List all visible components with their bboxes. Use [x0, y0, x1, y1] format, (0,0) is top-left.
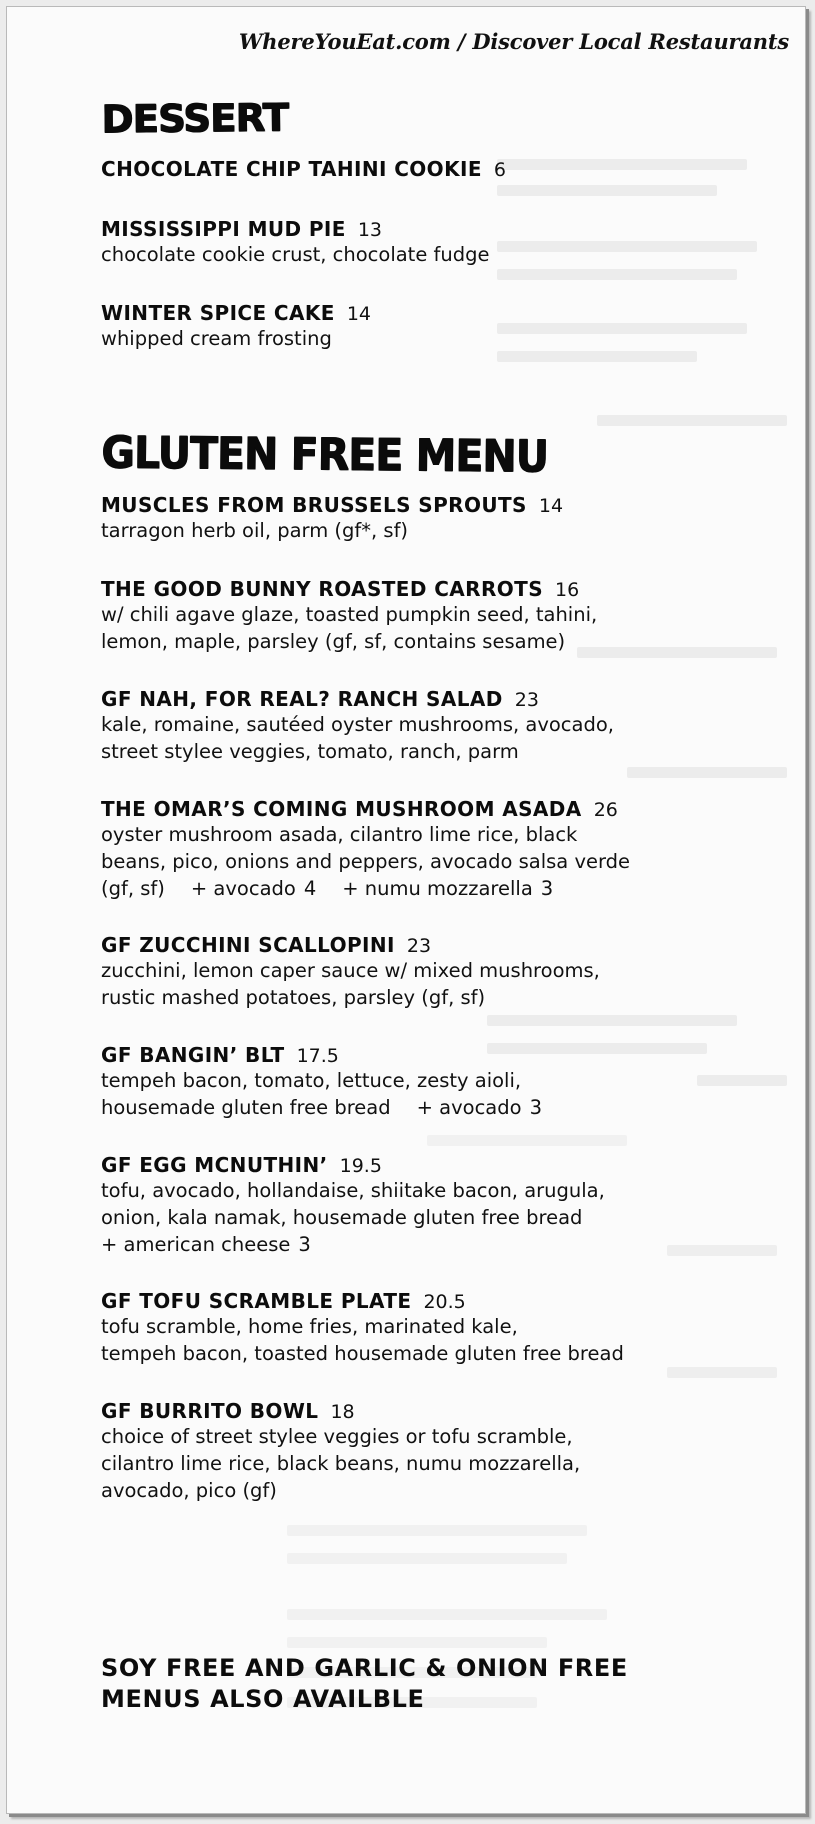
item-name: CHOCOLATE CHIP TAHINI COOKIE	[101, 157, 482, 181]
item-description: beans, pico, onions and peppers, avocado salsa verde	[101, 850, 631, 873]
item-name: GF ZUCCHINI SCALLOPINI	[101, 933, 395, 957]
item-description: choice of street stylee veggies or tofu scramble,	[101, 1425, 573, 1448]
addon-price: 3	[540, 877, 554, 900]
addon-price: 3	[298, 1233, 311, 1256]
item-price: 6	[493, 159, 506, 181]
item-description: oyster mushroom asada, cilantro lime rice, black	[101, 823, 578, 846]
addon-price: 3	[529, 1096, 542, 1119]
item-description: rustic mashed potatoes, parsley (gf, sf)	[101, 986, 486, 1009]
addon-label: + avocado	[416, 1096, 522, 1119]
item-price: 20.5	[423, 1291, 466, 1313]
item-description: avocado, pico (gf)	[101, 1479, 277, 1502]
item-description: housemade gluten free bread	[101, 1096, 391, 1119]
item-description: street stylee veggies, tomato, ranch, parm	[101, 740, 519, 763]
item-description: kale, romaine, sautéed oyster mushrooms, avocado,	[101, 713, 614, 736]
item-name: MUSCLES FROM BRUSSELS SPROUTS	[101, 493, 527, 517]
addon-price: 4	[303, 877, 317, 900]
menu-item	[101, 577, 597, 655]
item-name: GF BURRITO BOWL	[101, 1399, 319, 1423]
menu-item	[101, 933, 600, 1011]
item-description: cilantro lime rice, black beans, numu mozzarella,	[101, 1452, 581, 1475]
item-price: 14	[538, 495, 564, 517]
item-description: tarragon herb oil, parm (gf*, sf)	[101, 519, 409, 542]
item-description: lemon, maple, parsley (gf, sf, contains sesame)	[101, 630, 566, 653]
item-price: 23	[514, 689, 539, 711]
menu-item	[101, 1289, 624, 1367]
footer-line: SOY FREE AND GARLIC & ONION FREE	[101, 1654, 628, 1682]
item-price: 13	[357, 219, 383, 241]
menu-item	[101, 217, 490, 268]
item-name: MISSISSIPPI MUD PIE	[101, 217, 346, 241]
menu-item	[101, 1153, 605, 1258]
item-name: THE OMAR’S COMING MUSHROOM ASADA	[101, 797, 582, 821]
item-price: 19.5	[339, 1155, 382, 1177]
footer-line: MENUS ALSO AVAILBLE	[101, 1685, 425, 1713]
item-description: tempeh bacon, toasted housemade gluten free bread	[101, 1342, 624, 1365]
item-description: chocolate cookie crust, chocolate fudge	[101, 243, 490, 266]
addon-label: + american cheese	[101, 1233, 291, 1256]
item-description: tempeh bacon, tomato, lettuce, zesty aioli,	[101, 1069, 522, 1092]
item-description: tofu scramble, home fries, marinated kale,	[101, 1315, 518, 1338]
item-name: GF NAH, FOR REAL? RANCH SALAD	[101, 687, 503, 711]
item-description: tofu, avocado, hollandaise, shiitake bacon, arugula,	[101, 1179, 605, 1202]
addon-label: + avocado	[190, 877, 296, 900]
menu-item	[101, 493, 563, 544]
menu-item	[101, 687, 614, 765]
gluten-free-heading: GLUTEN FREE MENU	[100, 427, 548, 483]
item-description: (gf, sf)	[101, 877, 165, 900]
item-name: GF EGG MCNUTHIN’	[101, 1153, 328, 1177]
menu-item	[101, 1043, 542, 1121]
item-description: whipped cream frosting	[101, 327, 332, 350]
addon-label: + numu mozzarella	[342, 877, 533, 900]
menu-item	[101, 1399, 580, 1504]
site-banner: WhereYouEat.com / Discover Local Restaurants	[238, 29, 789, 54]
item-price: 26	[593, 799, 618, 821]
item-name: THE GOOD BUNNY ROASTED CARROTS	[101, 577, 544, 601]
item-description: w/ chili agave glaze, toasted pumpkin seed, tahini,	[101, 603, 598, 626]
item-price: 18	[330, 1401, 355, 1423]
item-price: 17.5	[296, 1045, 339, 1067]
item-description: zucchini, lemon caper sauce w/ mixed mushrooms,	[101, 959, 600, 982]
dessert-heading: DESSERT	[100, 95, 288, 141]
footer-note	[101, 1653, 628, 1715]
item-name: GF TOFU SCRAMBLE PLATE	[101, 1289, 412, 1313]
menu-item	[101, 157, 506, 181]
item-description: onion, kala namak, housemade gluten free bread	[101, 1206, 583, 1229]
item-price: 14	[346, 303, 372, 325]
menu-item	[101, 301, 371, 352]
item-price: 23	[406, 935, 432, 957]
menu-item	[101, 797, 630, 902]
menu-page	[6, 6, 806, 1814]
item-name: WINTER SPICE CAKE	[101, 301, 335, 325]
item-name: GF BANGIN’ BLT	[101, 1043, 285, 1067]
item-price: 16	[555, 579, 580, 601]
